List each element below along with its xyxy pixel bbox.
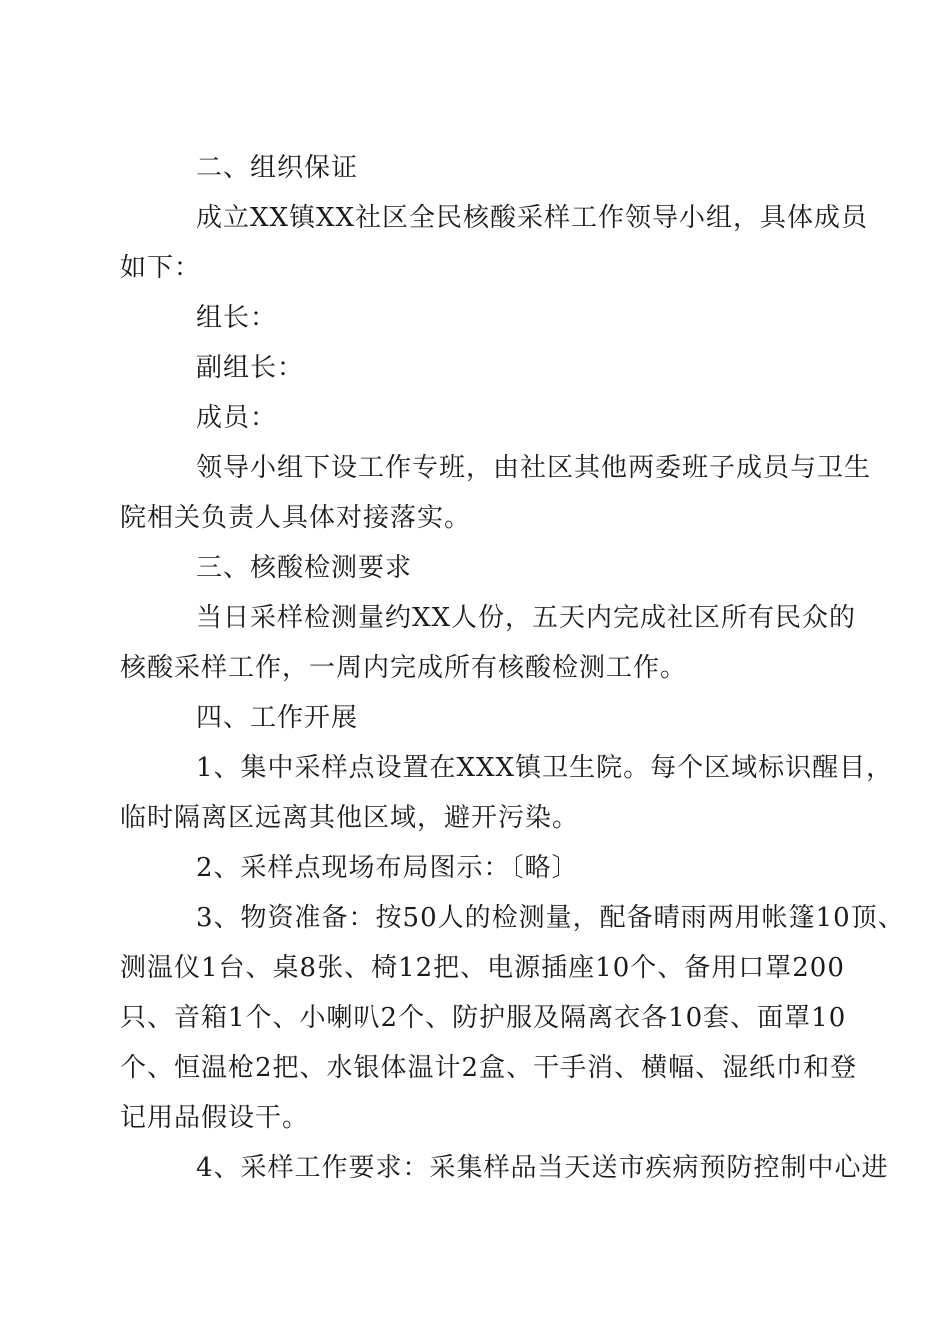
section-heading-organization: 二、组织保证	[196, 153, 359, 183]
paragraph-line: 记用品假设干。	[120, 1103, 310, 1133]
paragraph-line: 副组长：	[196, 353, 305, 383]
paragraph-line: 核酸采样工作，一周内完成所有核酸检测工作。	[120, 653, 688, 683]
paragraph-line: 只、音箱1个、小喇叭2个、防护服及隔离衣各10套、面罩10	[120, 1003, 847, 1033]
paragraph-line: 当日采样检测量约XX人份，五天内完成社区所有民众的	[196, 603, 857, 633]
paragraph-line: 1、集中采样点设置在XXX镇卫生院。每个区域标识醒目，	[196, 753, 894, 783]
paragraph-line: 成立XX镇XX社区全民核酸采样工作领导小组，具体成员	[196, 203, 869, 233]
paragraph-line: 院相关负责人具体对接落实。	[120, 503, 472, 533]
paragraph-line: 临时隔离区远离其他区域，避开污染。	[120, 803, 580, 833]
paragraph-line: 组长：	[196, 303, 278, 333]
paragraph-line: 3、物资准备：按50人的检测量，配备晴雨两用帐篷10顶、	[196, 903, 905, 933]
paragraph-line: 测温仪1台、桌8张、椅12把、电源插座10个、备用口罩200	[120, 953, 845, 983]
paragraph-line: 如下：	[120, 253, 202, 283]
paragraph-line: 成员：	[196, 403, 278, 433]
paragraph-line: 领导小组下设工作专班，由社区其他两委班子成员与卫生	[196, 453, 872, 483]
section-heading-work: 四、工作开展	[196, 703, 359, 733]
section-heading-testing: 三、核酸检测要求	[196, 553, 413, 583]
paragraph-line: 个、恒温枪2把、水银体温计2盒、干手消、横幅、湿纸巾和登	[120, 1053, 858, 1083]
paragraph-line: 4、采样工作要求：采集样品当天送市疾病预防控制中心进	[196, 1153, 889, 1183]
paragraph-line: 2、采样点现场布局图示：〔略〕	[196, 853, 579, 883]
